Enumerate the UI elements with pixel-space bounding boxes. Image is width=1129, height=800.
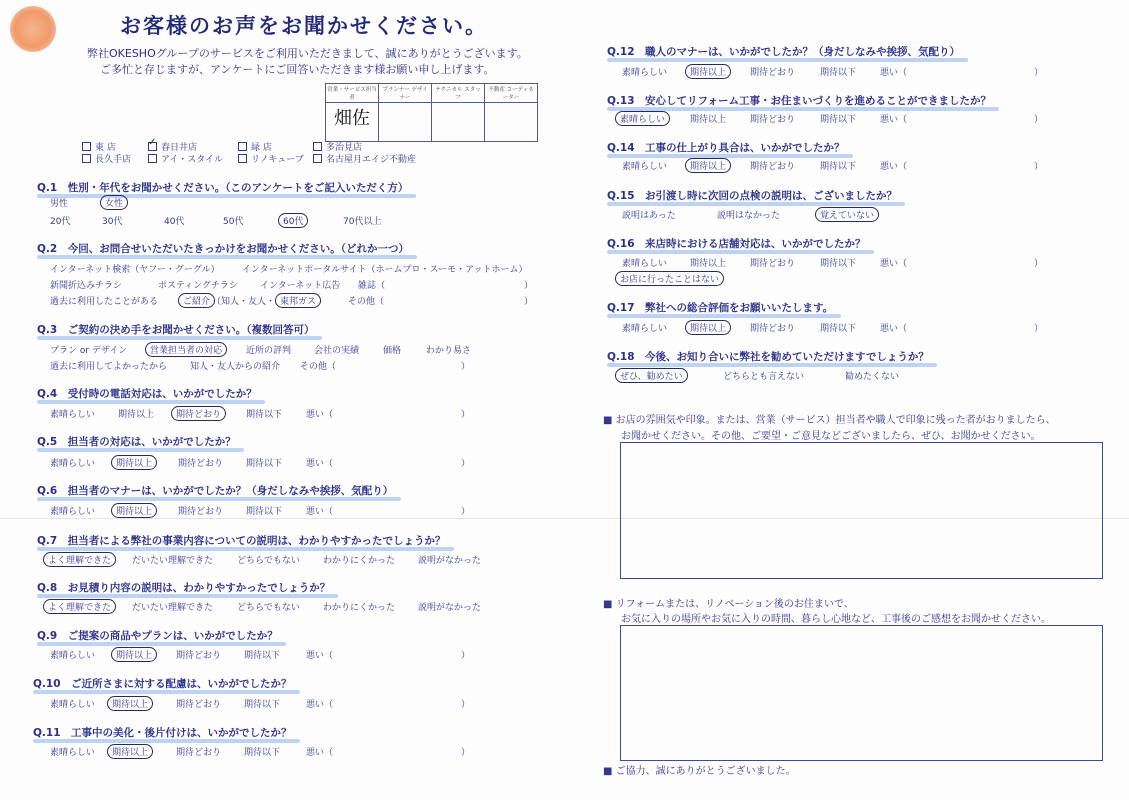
option[interactable]: 過去に利用してよかったから [50,362,168,372]
paren-close: ） [318,297,328,307]
question-title: Q.11 工事中の美化・後片付けは、いかがでしたか？ [33,727,292,739]
option[interactable]: 期待どおり [750,68,796,78]
question-title: Q.9 ご提案の商品やプランは、いかがでしたか？ [37,630,278,642]
paren-close: ） [461,362,471,372]
option[interactable]: 素晴らしい [50,651,96,661]
option[interactable]: 素晴らしい [50,507,96,517]
option[interactable]: 期待以下 [820,162,857,172]
question-title: Q.3 ご契約の決め手をお聞かせください。（複数回答可） [37,324,315,336]
option-selected[interactable]: 素晴らしい [615,111,670,126]
option[interactable]: 期待以下 [820,115,857,125]
option[interactable]: 悪い（ [306,700,334,710]
paren-close: ） [461,459,471,469]
paren-close: ） [1034,162,1044,172]
option[interactable]: インターネット検索（ヤフー・グーグル） [50,265,220,275]
comment-prompt-2: お聞かせください。その他、ご要望・ご意見などございましたら、ぜひ、お聞かせください。 [621,431,1041,442]
option-selected[interactable]: お店に行ったことはない [615,271,724,286]
option[interactable]: 悪い（ [880,259,908,269]
question-title: Q.15 お引渡し時に次回の点検の説明は、ございましたか？ [607,190,898,202]
option[interactable]: 20代 [50,217,71,227]
option-selected[interactable]: ぜひ、勧めたい [615,368,688,383]
paren-close: ） [1034,324,1044,334]
store-option[interactable]: ✓ 春日井店 [148,140,197,153]
option[interactable]: 知人・友人からの紹介 [190,362,281,372]
option[interactable]: 素晴らしい [50,410,96,420]
option[interactable]: 説明はなかった [717,211,781,221]
paren-close: ） [1034,68,1044,78]
option[interactable]: 新聞折込みチラシ [50,281,123,291]
store-option[interactable]: リノキューブ [238,152,304,165]
checkbox[interactable] [148,154,157,163]
option-selected[interactable]: 女性 [100,195,128,210]
option[interactable]: 期待どおり [178,507,224,517]
option-selected[interactable]: 営業担当者の対応 [145,342,227,357]
option[interactable]: 過去に利用したことがある [50,297,159,307]
question-title: Q.13 安心してリフォーム工事・お住まいづくりを進めることができましたか？ [607,95,992,107]
option[interactable]: 悪い（ [880,162,908,172]
option[interactable]: 40代 [164,217,185,227]
intro-line-1: 弊社OKESHOグループのサービスをご利用いただきまして、誠にありがとうございます。 [87,47,528,60]
paren-close: ） [461,700,471,710]
option[interactable]: 期待以下 [244,748,281,758]
staff-header: プランナー デザイナー [379,84,432,103]
option[interactable]: 期待どおり [176,700,222,710]
store-option[interactable]: アイ・スタイル [148,152,223,165]
option-selected[interactable]: 期待どおり [171,406,226,421]
option[interactable]: 男性 [50,199,69,209]
checkbox[interactable] [238,142,247,151]
staff-header: 営業・サービス担当者 [326,84,379,103]
option[interactable]: わかりにくかった [323,556,396,566]
signature-cell[interactable] [326,103,379,142]
option[interactable]: 雑誌（ [358,281,386,291]
comment-box-impressions[interactable] [620,442,1103,579]
option[interactable]: プラン or デザイン [50,346,128,356]
option-selected[interactable]: 東邦ガス [275,293,321,308]
option[interactable]: 期待以下 [246,459,283,469]
checkbox[interactable] [82,142,91,151]
option[interactable]: 悪い（ [306,459,334,469]
option[interactable]: 期待どおり [176,748,222,758]
option[interactable]: 期待どおり [750,162,796,172]
option[interactable]: 期待以上 [118,410,155,420]
paren-close: ） [461,748,471,758]
option[interactable]: 素晴らしい [50,748,96,758]
signature-cell[interactable] [485,103,538,142]
question-title: Q.1 性別・年代をお聞かせください。（このアンケートをご記入いただく方） [37,182,409,194]
paren-close: ） [1034,259,1044,269]
option[interactable]: だいたい理解できた [132,556,214,566]
option[interactable]: 期待以上 [690,115,727,125]
footer-thanks: ■ ご協力、誠にありがとうございました。 [603,766,796,777]
question-title: Q.10 ご近所さまに対する配慮は、いかがでしたか？ [33,678,292,690]
question-title: Q.4 受付時の電話対応は、いかがでしたか？ [37,388,257,400]
option-selected[interactable]: 期待以上 [111,503,157,518]
option[interactable]: 説明がなかった [418,556,482,566]
option[interactable]: 期待以下 [244,651,281,661]
question-title: Q.5 担当者の対応は、いかがでしたか？ [37,436,236,448]
question-title: Q.14 工事の仕上がり具合は、いかがでしたか？ [607,142,845,154]
option[interactable]: わかり易さ [426,346,472,356]
option[interactable]: インターネット広告 [260,281,341,291]
store-option[interactable]: 緑 店 [238,140,272,153]
paren-close: ） [461,410,471,420]
checkbox[interactable] [313,142,322,151]
option[interactable]: どちらとも言えない [723,372,805,382]
checkbox[interactable] [82,154,91,163]
question-title: Q.16 来店時における店舗対応は、いかがでしたか？ [607,238,866,250]
intro-line-2: ご多忙と存じますが、アンケートにご回答いただきます様お願い申し上げます。 [100,63,495,76]
staff-header: 不動産 コーディネーター [485,84,538,103]
signature-cell[interactable] [432,103,485,142]
option[interactable]: 悪い（ [880,324,908,334]
option[interactable]: 期待以上 [690,259,727,269]
option[interactable]: ポスティングチラシ [158,281,238,291]
store-option[interactable]: 多治見店 [313,140,362,153]
staff-header: テクニカル スタッフ [432,84,485,103]
store-option[interactable]: 東 店 [82,140,116,153]
option[interactable]: その他（ [348,297,385,307]
option[interactable]: だいたい理解できた [132,603,214,613]
question-title: Q.18 今後、お知り合いに弊社を勧めていただけますでしょうか？ [607,351,929,363]
option[interactable]: 説明はあった [622,211,676,221]
signature-cell[interactable] [379,103,432,142]
option-text: （知人・友人・ [212,297,276,307]
option[interactable]: 期待以下 [246,507,283,517]
staff-table [325,83,538,142]
question-title: Q.7 担当者による弊社の事業内容についての説明は、わかりやすかったでしょうか？ [37,535,446,547]
option[interactable]: 期待どおり [750,259,796,269]
logo-stamp [10,6,56,52]
option-selected[interactable]: 期待以上 [111,647,157,662]
comment-box-after-work[interactable] [620,625,1103,761]
option[interactable]: その他（ [300,362,337,372]
staff-signature: 畑佐 [334,108,370,129]
option[interactable]: 会社の実績 [314,346,360,356]
option[interactable]: 悪い（ [880,115,908,125]
option[interactable]: 期待どおり [178,459,224,469]
comment-prompt-3: ■ リフォームまたは、リノベーション後のお住まいで、 [603,599,854,610]
paren-close: ） [524,281,534,291]
option[interactable]: 期待どおり [176,651,222,661]
option[interactable]: 期待以下 [244,700,281,710]
store-option[interactable]: 名古屋月エイジ不動産 [313,152,416,165]
option[interactable]: 価格 [383,346,402,356]
option[interactable]: 素晴らしい [622,324,668,334]
paren-close: ） [461,507,471,517]
option-selected[interactable]: ご紹介 [178,293,215,308]
option-selected[interactable]: 期待以上 [685,320,731,335]
option[interactable]: 期待以下 [246,410,283,420]
option[interactable]: 悪い（ [306,748,334,758]
paren-close: ） [524,297,534,307]
option-selected[interactable]: 期待以上 [107,744,153,759]
option[interactable]: 素晴らしい [622,68,668,78]
checkbox[interactable] [238,154,247,163]
question-title: Q.17 弊社への総合評価をお願いいたします。 [607,302,834,314]
option[interactable]: 悪い（ [880,68,908,78]
option[interactable]: 悪い（ [306,410,334,420]
comment-prompt-4: お気に入りの場所やお気に入りの時間、暮らし心地など、工事後のご感想をお聞かせください。 [621,614,1051,625]
option-selected[interactable]: よく理解できた [43,599,116,614]
option-selected[interactable]: 期待以上 [685,64,731,79]
option-selected[interactable]: 期待以上 [107,696,153,711]
option-selected[interactable]: 期待以上 [111,455,157,470]
option-selected[interactable]: 覚えていない [815,207,879,222]
option[interactable]: 期待以下 [820,259,857,269]
checkbox[interactable] [313,154,322,163]
checkbox-checked[interactable] [148,142,157,151]
option[interactable]: 勧めたくない [845,372,900,382]
option[interactable]: 30代 [102,217,123,227]
option-selected[interactable]: 60代 [278,213,308,228]
page-title: お客様のお声をお聞かせください。 [120,14,488,38]
paren-close: ） [1034,115,1044,125]
option[interactable]: 期待どおり [750,115,796,125]
option-selected[interactable]: よく理解できた [43,552,116,567]
option[interactable]: 50代 [223,217,244,227]
option[interactable]: 期待以下 [820,68,857,78]
option[interactable]: 説明がなかった [418,603,482,613]
question-title: Q.6 担当者のマナーは、いかがでしたか？（身だしなみや挨拶、気配り） [37,485,394,497]
option[interactable]: 70代以上 [343,217,382,227]
paren-close: ） [461,651,471,661]
option[interactable]: 期待以下 [820,324,857,334]
option[interactable]: どちらでもない [237,556,300,566]
option-selected[interactable]: 期待以上 [685,158,731,173]
option[interactable]: 素晴らしい [622,259,668,269]
option[interactable]: 悪い（ [306,651,334,661]
option[interactable]: 近所の評判 [246,346,292,356]
option[interactable]: 素晴らしい [50,459,96,469]
option[interactable]: 期待どおり [750,324,796,334]
option[interactable]: わかりにくかった [323,603,396,613]
comment-prompt-1: ■ お店の雰囲気や印象。または、営業（サービス）担当者や職人で印象に残った者がおりましたら、 [603,415,1056,426]
question-title: Q.2 今回、お問合せいただいたきっかけをお聞かせください。（どれか一つ） [37,243,409,255]
question-title: Q.12 職人のマナーは、いかがでしたか？（身だしなみや挨拶、気配り） [607,46,961,58]
option[interactable]: 素晴らしい [622,162,668,172]
option[interactable]: どちらでもない [237,603,300,613]
store-option[interactable]: 長久手店 [82,152,131,165]
option[interactable]: 悪い（ [306,507,334,517]
option[interactable]: インターネットポータルサイト（ホームプロ・スーモ・アットホーム） [242,265,528,275]
question-title: Q.8 お見積り内容の説明は、わかりやすかったでしょうか？ [37,582,331,594]
option[interactable]: 素晴らしい [50,700,96,710]
